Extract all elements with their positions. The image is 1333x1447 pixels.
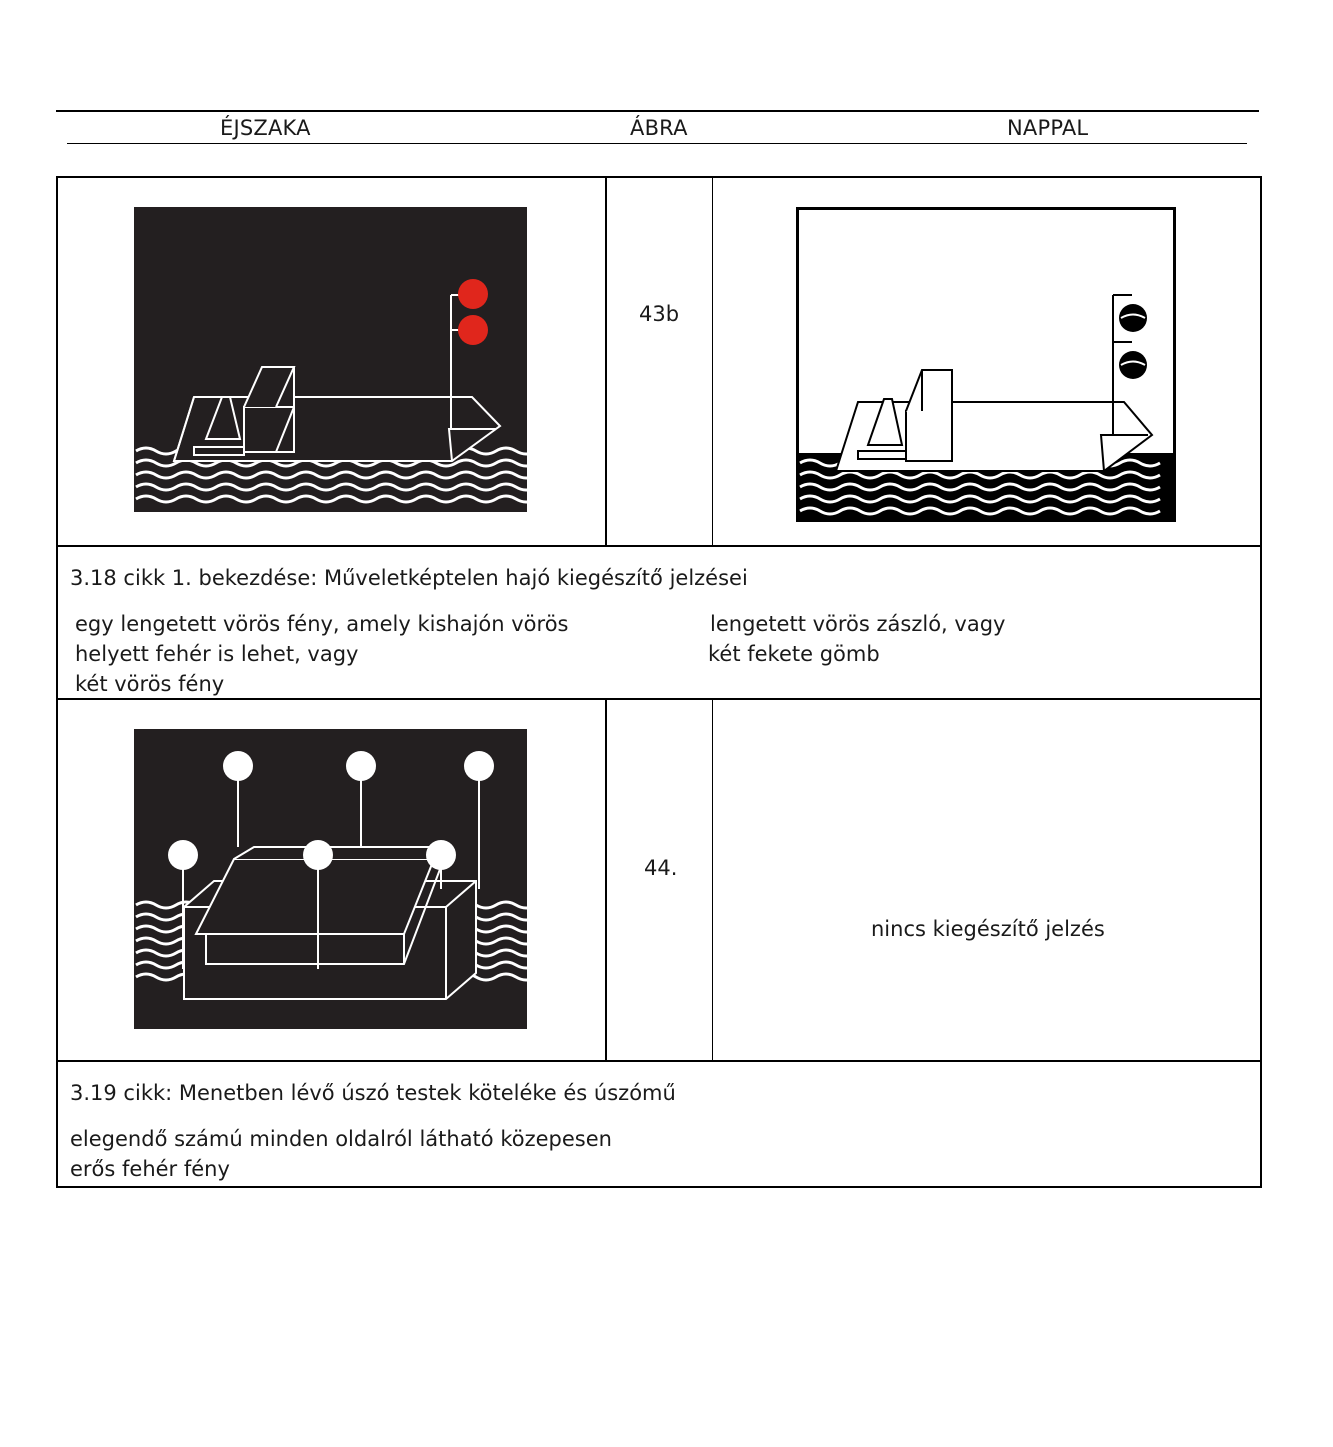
black-ball-bottom-icon — [1119, 351, 1147, 379]
day-description-line: lengetett vörös zászló, vagy — [710, 612, 1006, 636]
row-separator — [56, 1060, 1260, 1062]
red-light-bottom-icon — [458, 315, 488, 345]
top-rule — [56, 110, 1259, 112]
header-figure: ÁBRA — [630, 116, 688, 140]
night-description-line: elegendő számú minden oldalról látható közepesen — [70, 1127, 612, 1151]
white-light-icon — [303, 840, 333, 870]
night-description-line: helyett fehér is lehet, vagy — [75, 642, 359, 666]
row-separator — [56, 698, 1260, 700]
white-light-icon — [223, 751, 253, 781]
row-separator — [56, 545, 1260, 547]
day-description-line: két fekete gömb — [708, 642, 880, 666]
night-description-line: egy lengetett vörös fény, amely kishajón vörös — [75, 612, 569, 636]
white-light-icon — [426, 840, 456, 870]
red-light-top-icon — [458, 279, 488, 309]
white-light-icon — [346, 751, 376, 781]
header-rule — [67, 143, 1247, 144]
article-3-18-title: 3.18 cikk 1. bekezdése: Műveletképtelen hajó kiegészítő jelzései — [70, 566, 748, 590]
drifting-vessel-red-lights-icon — [134, 207, 527, 512]
column-separator — [712, 699, 713, 1061]
night-pictogram-43b — [134, 207, 527, 516]
column-separator — [712, 176, 713, 546]
header-night: ÉJSZAKA — [220, 116, 311, 140]
black-ball-top-icon — [1119, 304, 1147, 332]
night-description-line: két vörös fény — [75, 672, 225, 696]
night-description-line: erős fehér fény — [70, 1157, 230, 1181]
white-light-icon — [464, 751, 494, 781]
header-day: NAPPAL — [1007, 116, 1089, 140]
figure-number-44: 44. — [644, 856, 678, 880]
floating-structure-white-lights-icon — [134, 729, 527, 1029]
day-no-signal-text: nincs kiegészítő jelzés — [871, 917, 1105, 941]
column-separator — [605, 176, 607, 546]
figure-number-43b: 43b — [639, 302, 680, 326]
article-3-19-title: 3.19 cikk: Menetben lévő úszó testek köteléke és úszómű — [70, 1081, 676, 1105]
night-pictogram-44 — [134, 729, 527, 1033]
day-pictogram-43b — [796, 207, 1177, 527]
drifting-vessel-black-balls-icon — [796, 207, 1177, 523]
column-separator — [605, 699, 607, 1061]
white-light-icon — [168, 840, 198, 870]
